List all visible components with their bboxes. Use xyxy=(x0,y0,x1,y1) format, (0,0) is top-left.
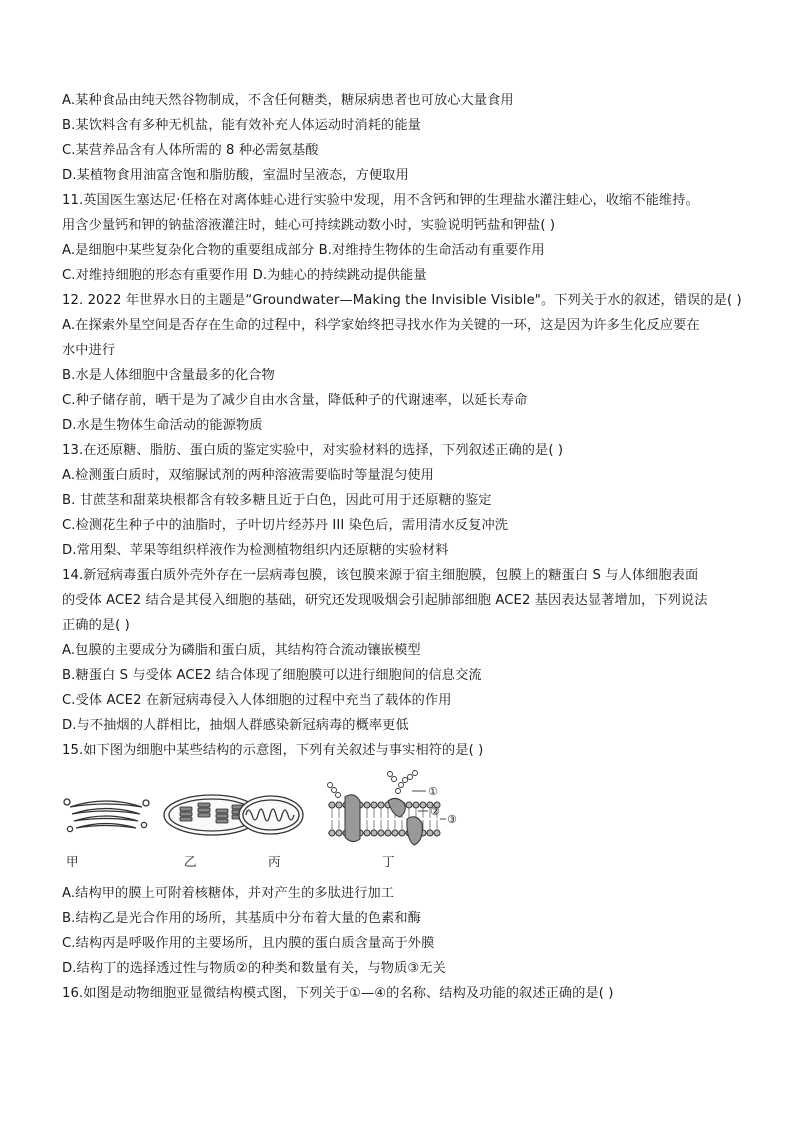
question-14-option: D.与不抽烟的人群相比，抽烟人群感染新冠病毒的概率更低 xyxy=(62,718,409,733)
question-14-option: B.糖蛋白 S 与受体 ACE2 结合体现了细胞膜可以进行细胞间的信息交流 xyxy=(62,668,482,683)
text-line: D.某植物食用油富含饱和脂肪酸，室温时呈液态，方便取用 xyxy=(62,168,409,183)
question-14-stem: 正确的是( ) xyxy=(62,618,130,633)
question-13-option: B. 甘蔗茎和甜菜块根都含有较多糖且近于白色，因此可用于还原糖的鉴定 xyxy=(62,493,492,508)
marker-2: ② xyxy=(430,805,440,818)
question-16-stem: 16.如图是动物细胞亚显微结构模式图，下列关于①—④的名称、结构及功能的叙述正确的是( ) xyxy=(62,986,614,1001)
mitochondrion-drawing xyxy=(239,796,303,834)
question-15-stem: 15.如下图为细胞中某些结构的示意图，下列有关叙述与事实相符的是( ) xyxy=(62,743,484,758)
label-ding: 丁 xyxy=(382,854,395,869)
question-15-option: C.结构丙是呼吸作用的主要场所，且内膜的蛋白质含量高于外膜 xyxy=(62,936,435,951)
label-yi: 乙 xyxy=(184,854,197,869)
cell-structure-figure xyxy=(62,767,742,873)
question-12-option: A.在探索外星空间是否存在生命的过程中，科学家始终把寻找水作为关键的一环，这是因为许多生化反应要在 xyxy=(62,318,700,333)
question-13-stem: 13.在还原糖、脂肪、蛋白质的鉴定实验中，对实验材料的选择，下列叙述正确的是( ) xyxy=(62,443,564,458)
question-14-option: C.受体 ACE2 在新冠病毒侵入人体细胞的过程中充当了载体的作用 xyxy=(62,693,452,708)
question-12-option: C.种子储存前，晒干是为了减少自由水含量，降低种子的代谢速率，以延长寿命 xyxy=(62,393,528,408)
question-12-stem: 12. 2022 年世界水日的主题是“Groundwater—Making the Invisible Visible"。下列关于水的叙述，错误的是( ) xyxy=(62,293,742,308)
label-bing: 丙 xyxy=(268,854,281,869)
cell-membrane-drawing xyxy=(328,771,447,846)
text-line: A.某种食品由纯天然谷物制成，不含任何糖类，糖尿病患者也可放心大量食用 xyxy=(62,93,514,108)
question-11-stem: 用含少量钙和钾的钠盐溶液灌注时，蛙心可持续跳动数小时，实验说明钙盐和钾盐( ) xyxy=(62,218,556,233)
marker-3: ③ xyxy=(447,813,457,826)
question-11-options: C.对维持细胞的形态有重要作用 D.为蛙心的持续跳动提供能量 xyxy=(62,268,427,283)
question-12-option: 水中进行 xyxy=(62,343,116,358)
text-line: B.某饮料含有多种无机盐，能有效补充人体运动时消耗的能量 xyxy=(62,118,421,133)
golgi-apparatus-drawing xyxy=(64,799,149,832)
exam-page xyxy=(62,88,742,1006)
question-13-option: D.常用梨、苹果等组织样液作为检测植物组织内还原糖的实验材料 xyxy=(62,543,449,558)
text-line: C.某营养品含有人体所需的 8 种必需氨基酸 xyxy=(62,143,319,158)
question-15-option: D.结构丁的选择透过性与物质②的种类和数量有关，与物质③无关 xyxy=(62,961,446,976)
question-15-option: A.结构甲的膜上可附着核糖体，并对产生的多肽进行加工 xyxy=(62,886,395,901)
question-13-option: A.检测蛋白质时，双缩脲试剂的两种溶液需要临时等量混匀使用 xyxy=(62,468,434,483)
question-14-stem: 14.新冠病毒蛋白质外壳外存在一层病毒包膜，该包膜来源于宿主细胞膜，包膜上的糖蛋白 S 与人体细胞表面 xyxy=(62,568,699,583)
label-jia: 甲 xyxy=(66,854,79,869)
question-11-stem: 11.英国医生塞达尼·任格在对离体蛙心进行实验中发现，用不含钙和钾的生理盐水灌注蛙心，收缩不能维持。 xyxy=(62,193,699,208)
question-15-option: B.结构乙是光合作用的场所，其基质中分布着大量的色素和酶 xyxy=(62,911,421,926)
question-12-option: B.水是人体细胞中含量最多的化合物 xyxy=(62,368,275,383)
marker-1: ① xyxy=(428,785,438,798)
question-block-bottom xyxy=(62,881,742,1006)
question-14-stem: 的受体 ACE2 结合是其侵入细胞的基础，研究还发现吸烟会引起肺部细胞 ACE2 基因表达显著增加，下列说法 xyxy=(62,593,708,608)
question-12-option: D.水是生物体生命活动的能源物质 xyxy=(62,418,263,433)
cell-structures-diagram xyxy=(62,767,462,873)
question-block-top xyxy=(62,88,742,763)
question-11-options: A.是细胞中某些复杂化合物的重要组成部分 B.对维持生物体的生命活动有重要作用 xyxy=(62,243,545,258)
question-14-option: A.包膜的主要成分为磷脂和蛋白质，其结构符合流动镶嵌模型 xyxy=(62,643,421,658)
question-13-option: C.检测花生种子中的油脂时，子叶切片经苏丹 III 染色后，需用清水反复冲洗 xyxy=(62,518,509,533)
